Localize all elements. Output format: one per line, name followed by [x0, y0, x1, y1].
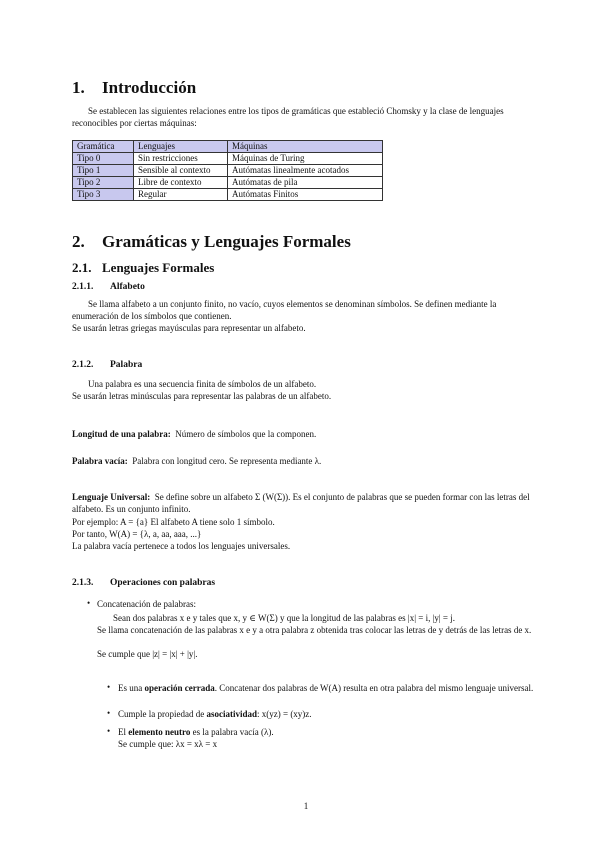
table-row [73, 153, 383, 165]
table-row [73, 177, 383, 189]
concat-paragraph-2: Se llama concatenación de las palabras x e y a otra palabra z obtenida tras colocar las letras de y detrás de las letras de x. [97, 625, 532, 635]
table-cell: Tipo 3 [73, 189, 134, 201]
property-text: Es una [118, 683, 145, 693]
table-cell: Tipo 0 [73, 153, 134, 165]
bullet-icon: • [107, 708, 111, 718]
section-2-heading [72, 232, 351, 252]
table-cell: Regular [134, 189, 228, 201]
table-row [73, 189, 383, 201]
longitud-definition [72, 428, 542, 440]
section-number: 2. [72, 232, 85, 251]
definition-text: Palabra con longitud cero. Se representa mediante λ. [132, 456, 322, 466]
example-line-2: Por tanto, W(A) = {λ, a, aa, aaa, ...} [72, 529, 202, 539]
property-text: es la palabra vacía (λ). [190, 727, 274, 737]
section-title: Introducción [102, 78, 197, 97]
table-header-cell: Gramática [73, 141, 134, 153]
example-line-3: La palabra vacía pertenece a todos los lenguajes universales. [72, 541, 291, 551]
property-text: El [118, 727, 129, 737]
alfabeto-paragraph: Se llama alfabeto a un conjunto finito, no vacío, cuyos elementos se denominan símbolos. Se definen mediante la enumeración de los símbolos que contienen. [72, 299, 497, 321]
table-cell: Libre de contexto [134, 177, 228, 189]
definition-text: Número de símbolos que la componen. [175, 429, 317, 439]
subsubsection-operaciones-heading [72, 578, 215, 588]
concat-label: Concatenación de palabras: [97, 599, 196, 609]
table-cell: Tipo 1 [73, 165, 134, 177]
intro-paragraph: Se establecen las siguientes relaciones entre los tipos de gramáticas que estableció Chomsky y la clase de lenguajes reconocibles por ciertas máquinas: [72, 106, 504, 128]
definition-text: Se define sobre un alfabeto Σ (W(Σ)). Es el conjunto de palabras que se pueden formar con las letras del alfabeto. Es un conjunto infinito. [72, 492, 530, 514]
property-item [118, 708, 543, 720]
subsubsection-title: Operaciones con palabras [110, 578, 216, 588]
subsubsection-number: 2.1.2. [72, 360, 94, 370]
property-text: . Concatenar dos palabras de W(A) resulta en otra palabra del mismo lenguaje universal. [214, 683, 534, 693]
section-1-heading [72, 78, 196, 98]
bullet-icon: • [107, 682, 111, 692]
subsubsection-title: Palabra [110, 360, 143, 370]
table-header-cell: Máquinas [228, 141, 383, 153]
table-cell: Autómatas Finitos [228, 189, 383, 201]
grammar-table [72, 140, 383, 201]
vacia-definition [72, 455, 542, 467]
concat-paragraph-3: Se cumple que |z| = |x| + |y|. [97, 649, 198, 659]
subsubsection-palabra-heading [72, 360, 142, 370]
subsection-2-1-heading [72, 260, 214, 276]
concat-paragraph-1: Sean dos palabras x e y tales que x, y ∈ W(Σ) y que la longitud de las palabras es |x| = i, |y| = j. [113, 613, 456, 623]
subsubsection-title: Alfabeto [110, 282, 145, 292]
definition-term: Longitud de una palabra: [72, 429, 171, 439]
subsection-number: 2.1. [72, 260, 92, 275]
table-cell: Autómatas linealmente acotados [228, 165, 383, 177]
subsection-title: Lenguajes Formales [102, 260, 215, 275]
definition-term: Lenguaje Universal: [72, 492, 151, 502]
table-row [73, 165, 383, 177]
property-term: asociatividad [206, 709, 257, 719]
table-cell: Sin restricciones [134, 153, 228, 165]
example-line-1: Por ejemplo: A = {a} El alfabeto A tiene solo 1 símbolo. [72, 517, 275, 527]
property-text: : x(yz) = (xy)z. [257, 709, 312, 719]
property-item [118, 682, 543, 694]
palabra-paragraph-2: Se usarán letras minúsculas para representar las palabras de un alfabeto. [72, 391, 332, 401]
alfabeto-paragraph-2: Se usarán letras griegas mayúsculas para representar un alfabeto. [72, 323, 306, 333]
property-term: operación cerrada [144, 683, 215, 693]
definition-term: Palabra vacía: [72, 456, 128, 466]
subsubsection-number: 2.1.1. [72, 282, 94, 292]
table-cell: Autómatas de pila [228, 177, 383, 189]
table-header-row [73, 141, 383, 153]
section-number: 1. [72, 78, 85, 97]
palabra-paragraph: Una palabra es una secuencia finita de símbolos de un alfabeto. [88, 379, 317, 389]
section-title: Gramáticas y Lenguajes Formales [102, 232, 351, 251]
property-text: Cumple la propiedad de [118, 709, 207, 719]
page-number: 1 [303, 801, 309, 811]
table-header-cell: Lenguajes [134, 141, 228, 153]
subsubsection-number: 2.1.3. [72, 578, 94, 588]
neutro-line: Se cumple que: λx = xλ = x [118, 739, 218, 749]
table-cell: Tipo 2 [73, 177, 134, 189]
bullet-icon: • [107, 726, 111, 736]
universal-definition [72, 491, 542, 515]
property-term: elemento neutro [128, 727, 191, 737]
subsubsection-alfabeto-heading [72, 282, 145, 292]
table-cell: Máquinas de Turing [228, 153, 383, 165]
table-cell: Sensible al contexto [134, 165, 228, 177]
bullet-icon: • [87, 598, 91, 608]
property-item [118, 726, 543, 738]
